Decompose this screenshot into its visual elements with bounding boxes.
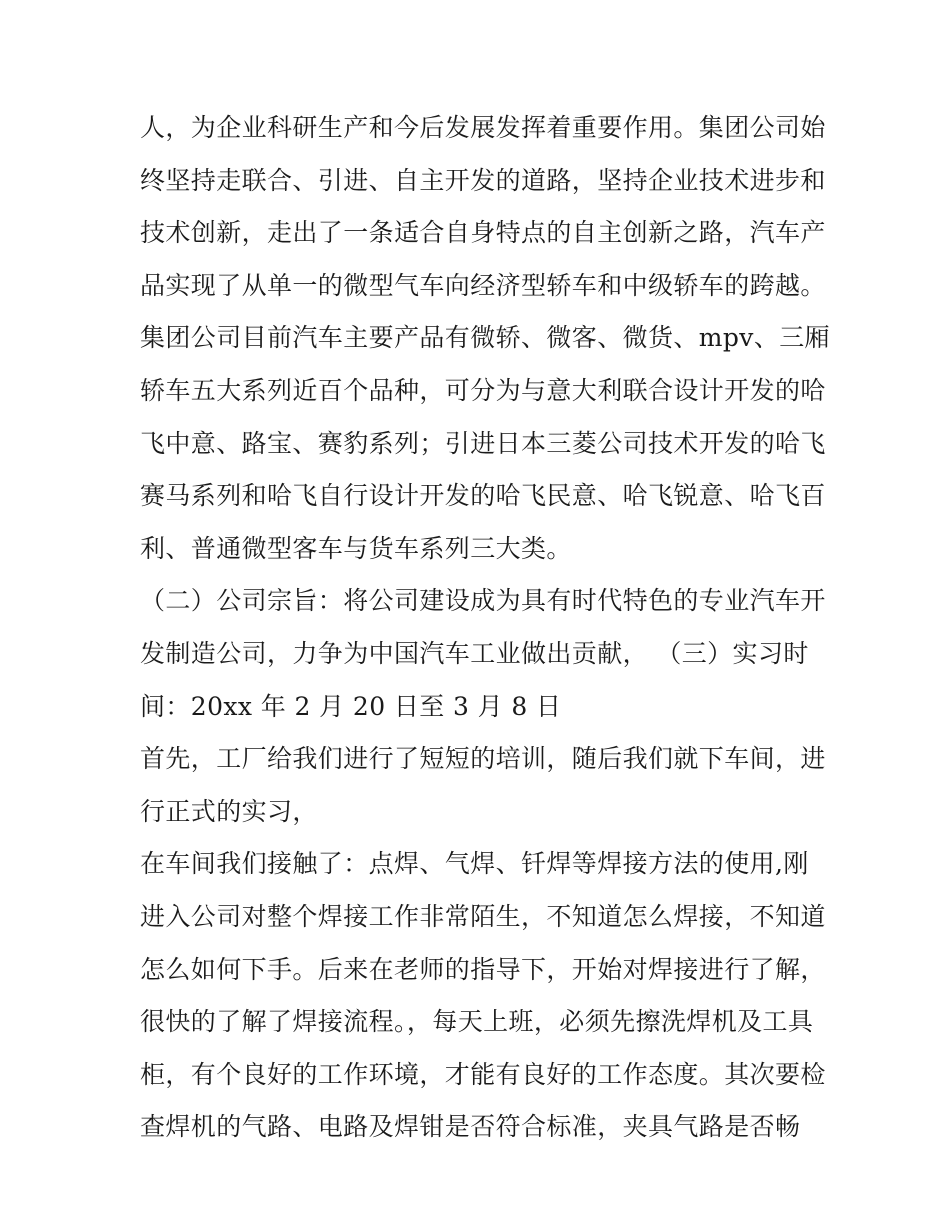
text-line-15: 在车间我们接触了：点焊、气焊、钎焊等焊接方法的使用,刚: [140, 849, 809, 879]
text-line-20: 查焊机的气路、电路及焊钳是否符合标准，夹具气路是否畅: [140, 1112, 801, 1142]
text-line-8: 赛马系列和哈飞自行设计开发的哈飞民意、哈飞锐意、哈飞百: [140, 481, 826, 511]
text-line-9: 利、普通微型客车与货车系列三大类。: [140, 533, 572, 563]
text-line-10: （二）公司宗旨：将公司建设成为具有时代特色的专业汽车开: [140, 586, 826, 616]
text-line-6: 轿车五大系列近百个品种，可分为与意大利联合设计开发的哈: [140, 375, 826, 405]
text-line-12: 间：20xx 年 2 月 20 日至 3 月 8 日: [140, 691, 562, 721]
text-line-11: 发制造公司，力争为中国汽车工业做出贡献， （三）实习时: [140, 638, 809, 668]
text-line-7: 飞中意、路宝、赛豹系列；引进日本三菱公司技术开发的哈飞: [140, 428, 826, 458]
text-line-2: 终坚持走联合、引进、自主开发的道路，坚持企业技术进步和: [140, 165, 826, 195]
body-text: [140, 108, 831, 1160]
text-line-5: 集团公司目前汽车主要产品有微轿、微客、微货、mpv、三厢: [140, 323, 831, 353]
text-line-1: 人，为企业科研生产和今后发展发挥着重要作用。集团公司始: [140, 113, 826, 142]
text-line-3: 技术创新，走出了一条适合自身特点的自主创新之路，汽车产: [140, 218, 826, 248]
text-line-14: 行正式的实习，: [140, 796, 318, 826]
text-line-13: 首先，工厂给我们进行了短短的培训，随后我们就下车间，进: [140, 744, 826, 774]
text-line-18: 很快的了解了焊接流程。，每天上班，必须先擦洗焊机及工具: [140, 1007, 814, 1037]
text-line-19: 柜，有个良好的工作环境，才能有良好的工作态度。其次要检: [140, 1059, 826, 1089]
text-line-4: 品实现了从单一的微型气车向经济型轿车和中级轿车的跨越。: [140, 270, 826, 300]
text-line-16: 进入公司对整个焊接工作非常陌生，不知道怎么焊接，不知道: [140, 901, 826, 931]
text-line-17: 怎么如何下手。后来在老师的指导下，开始对焊接进行了解，: [140, 954, 826, 984]
